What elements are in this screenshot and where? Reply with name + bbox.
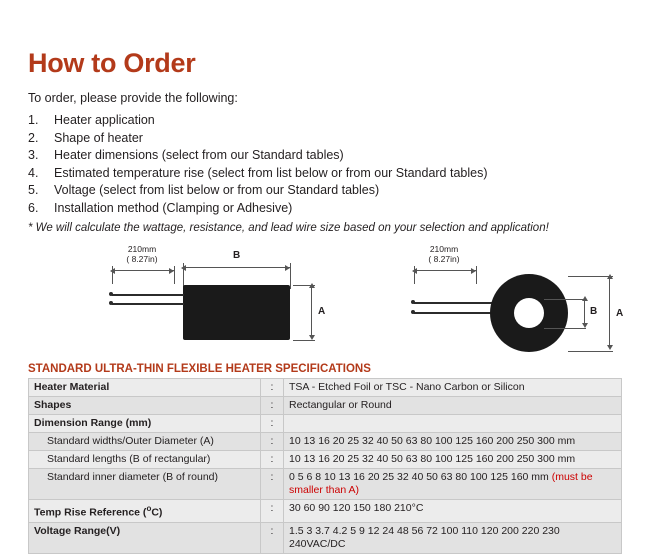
round-lead-tick-right xyxy=(476,266,477,284)
list-item xyxy=(28,200,622,218)
spec-label: Voltage Range(V) xyxy=(29,522,261,553)
step-number: 5. xyxy=(28,183,39,197)
rect-width-label: B xyxy=(233,250,241,261)
heater-shape-diagram xyxy=(28,244,622,359)
table-row xyxy=(29,522,622,553)
spec-value-cell xyxy=(284,469,622,500)
spec-label: Standard inner diameter (B of round) xyxy=(29,469,261,500)
round-inner-tick-top xyxy=(544,299,586,300)
step-text: Voltage (select from list below or from our Standard tables) xyxy=(54,183,380,197)
step-number: 6. xyxy=(28,200,39,215)
spec-label: Heater Material xyxy=(29,379,261,397)
round-heater-inner-hole xyxy=(514,298,544,328)
spec-colon: : xyxy=(261,500,284,523)
spec-value: 0 5 6 8 10 13 16 20 25 32 40 50 63 80 100 125 160 mm xyxy=(289,471,549,483)
spec-colon: : xyxy=(261,522,284,553)
order-note: * We will calculate the wattage, resistance, and lead wire size based on your selection and application! xyxy=(28,222,549,234)
round-outer-tick-top xyxy=(568,276,613,277)
spec-value: 30 60 90 120 150 180 210°C xyxy=(284,500,622,523)
rect-height-tick-top xyxy=(293,285,315,286)
round-outer-arrow-line xyxy=(609,278,610,348)
table-row xyxy=(29,379,622,397)
round-inner-label: B xyxy=(590,306,598,317)
round-lead-arrow-line xyxy=(414,270,476,271)
rect-height-tick-bottom xyxy=(293,340,315,341)
spec-value: 10 13 16 20 25 32 40 50 63 80 100 125 160 200 250 300 mm xyxy=(284,433,622,451)
round-inner-tick-bottom xyxy=(544,328,586,329)
step-text: Installation method (Clamping or Adhesive) xyxy=(54,200,293,215)
rect-width-arrow-line xyxy=(183,267,290,268)
step-number: 3. xyxy=(28,148,39,162)
spec-value: 10 13 16 20 25 32 40 50 63 80 100 125 160 200 250 300 mm xyxy=(284,451,622,469)
rect-lead-wire-bottom xyxy=(112,303,184,305)
step-number: 4. xyxy=(28,165,39,180)
step-text: Shape of heater xyxy=(54,130,143,145)
list-item xyxy=(28,130,622,148)
page-title: How to Order xyxy=(28,48,196,78)
step-number: 2. xyxy=(28,130,39,145)
round-outer-arrow-down xyxy=(607,345,613,350)
spec-colon: : xyxy=(261,469,284,500)
spec-label-superscript: o xyxy=(146,504,152,513)
round-lead-tip-top xyxy=(411,300,415,304)
spec-label-text: Temp Rise Reference ( xyxy=(34,506,147,519)
spec-colon: : xyxy=(261,415,284,433)
table-row xyxy=(29,433,622,451)
table-row xyxy=(29,500,622,523)
table-row xyxy=(29,415,622,433)
round-lead-mm: 210mm xyxy=(429,244,459,254)
spec-label: Standard lengths (B of rectangular) xyxy=(29,451,261,469)
rect-lead-mm: 210mm xyxy=(127,244,157,254)
list-item xyxy=(28,165,622,183)
step-number: 1. xyxy=(28,113,39,127)
rect-lead-dimension xyxy=(104,244,180,264)
rect-lead-tip-bottom xyxy=(109,301,113,305)
rect-height-label: A xyxy=(318,306,326,317)
spec-table-title: STANDARD ULTRA-THIN FLEXIBLE HEATER SPECIFICATIONS xyxy=(28,363,371,375)
spec-value: TSA - Etched Foil or TSC - Nano Carbon or Silicon xyxy=(284,379,622,397)
list-item xyxy=(28,182,622,200)
spec-colon: : xyxy=(261,451,284,469)
rect-height-arrow-line xyxy=(311,287,312,338)
spec-label xyxy=(29,500,261,523)
round-lead-tip-bottom xyxy=(411,310,415,314)
spec-label: Standard widths/Outer Diameter (A) xyxy=(29,433,261,451)
spec-label: Shapes xyxy=(29,397,261,415)
spec-value: 1.5 3 3.7 4.2 5 9 12 24 48 56 72 100 110 120 200 220 230 240VAC/DC xyxy=(284,522,622,553)
round-lead-wire-top xyxy=(414,302,496,304)
spec-colon: : xyxy=(261,397,284,415)
rect-width-tick-right xyxy=(290,263,291,289)
rect-lead-tick-right xyxy=(174,266,175,284)
round-lead-in: ( 8.27in) xyxy=(428,254,460,264)
order-steps-list xyxy=(28,112,622,217)
round-lead-tick-left xyxy=(414,266,415,284)
step-text: Heater dimensions (select from our Standard tables) xyxy=(54,148,344,162)
rectangular-heater-body xyxy=(183,285,290,340)
step-text: Estimated temperature rise (select from list below or from our Standard tables) xyxy=(54,165,488,180)
spec-value: Rectangular or Round xyxy=(284,397,622,415)
spec-table xyxy=(28,378,622,554)
spec-value-warning: (must be smaller than A) xyxy=(289,471,593,496)
spec-label-tail: C) xyxy=(151,506,163,519)
round-outer-label: A xyxy=(616,308,624,319)
table-row xyxy=(29,469,622,500)
round-lead-wire-bottom xyxy=(414,312,496,314)
spec-value xyxy=(284,415,622,433)
rect-lead-tip-top xyxy=(109,292,113,296)
spec-label: Dimension Range (mm) xyxy=(29,415,261,433)
table-row xyxy=(29,451,622,469)
step-text: Heater application xyxy=(54,113,155,127)
round-lead-dimension xyxy=(406,244,482,264)
list-item xyxy=(28,147,622,165)
intro-text: To order, please provide the following: xyxy=(28,91,238,105)
list-item xyxy=(28,112,622,130)
round-outer-tick-bottom xyxy=(568,351,613,352)
rect-lead-arrow-line xyxy=(112,270,174,271)
rect-lead-tick-left xyxy=(112,266,113,284)
rect-lead-in: ( 8.27in) xyxy=(126,254,158,264)
spec-colon: : xyxy=(261,433,284,451)
spec-colon: : xyxy=(261,379,284,397)
rect-lead-wire-top xyxy=(112,294,184,296)
table-row xyxy=(29,397,622,415)
